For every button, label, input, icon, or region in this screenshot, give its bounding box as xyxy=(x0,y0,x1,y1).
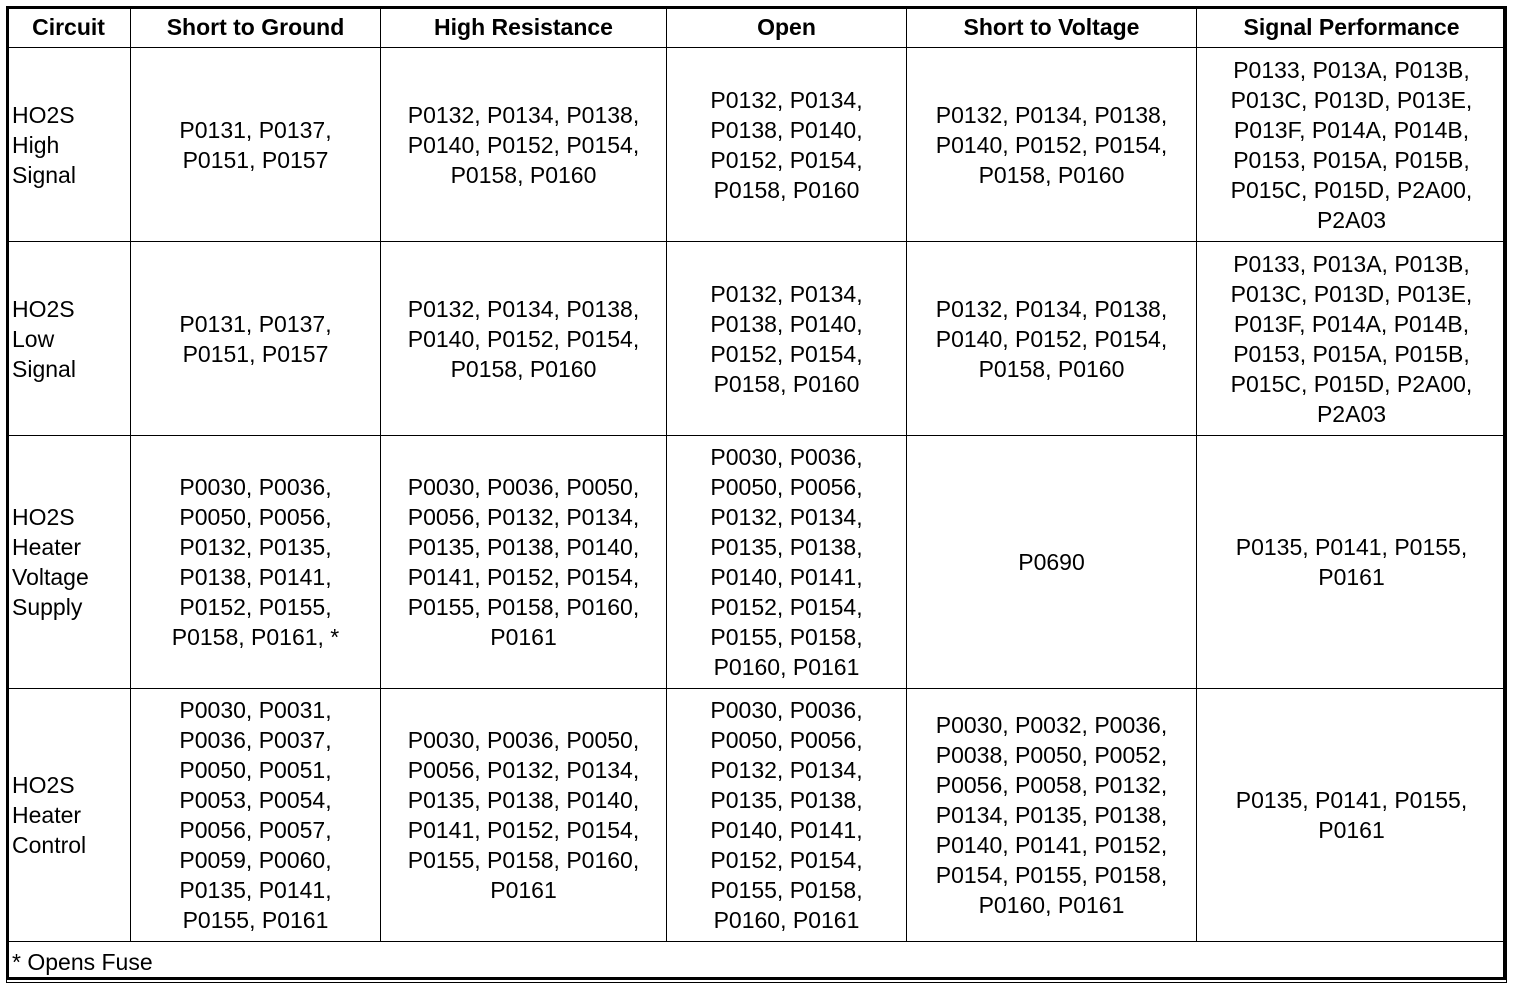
circuit-label-line: HO2S xyxy=(12,101,75,128)
circuit-label-line: Heater xyxy=(12,802,82,828)
short-to-voltage-cell: P0690 xyxy=(907,436,1197,689)
circuit-label-line: Heater xyxy=(12,534,82,560)
open-cell: P0132, P0134, P0138, P0140, P0152, P0154, P0158, P0160 xyxy=(667,48,907,242)
circuit-label-line: Voltage xyxy=(12,564,89,590)
circuit-label-line: Supply xyxy=(12,594,83,620)
short-to-voltage-cell: P0132, P0134, P0138, P0140, P0152, P0154, P0158, P0160 xyxy=(907,242,1197,436)
footnote-row xyxy=(7,942,1507,983)
signal-performance-cell: P0133, P013A, P013B, P013C, P013D, P013E, P013F, P014A, P014B, P0153, P015A, P015B, P015C, P015D, P2A00, P2A03 xyxy=(1197,48,1507,242)
short-to-voltage-cell: P0030, P0032, P0036, P0038, P0050, P0052, P0056, P0058, P0132, P0134, P0135, P0138, P0140, P0141, P0152, P0154, P0155, P0158, P0160, P0161 xyxy=(907,689,1197,942)
circuit-label-line: High xyxy=(12,131,60,158)
signal-performance-cell: P0135, P0141, P0155, P0161 xyxy=(1197,689,1507,942)
high-resistance-cell: P0030, P0036, P0050, P0056, P0132, P0134, P0135, P0138, P0140, P0141, P0152, P0154, P0155, P0158, P0160, P0161 xyxy=(381,689,667,942)
open-cell: P0030, P0036, P0050, P0056, P0132, P0134, P0135, P0138, P0140, P0141, P0152, P0154, P0155, P0158, P0160, P0161 xyxy=(667,436,907,689)
table-row xyxy=(7,242,1507,436)
short-to-ground-cell: P0131, P0137, P0151, P0157 xyxy=(131,48,381,242)
short-to-voltage-cell: P0132, P0134, P0138, P0140, P0152, P0154, P0158, P0160 xyxy=(907,48,1197,242)
circuit-label-line: Signal xyxy=(12,355,76,382)
header-high-resistance: High Resistance xyxy=(381,7,667,48)
dtc-circuit-fault-table xyxy=(6,6,1507,983)
table-row xyxy=(7,436,1507,689)
short-to-ground-cell: P0030, P0036, P0050, P0056, P0132, P0135, P0138, P0141, P0152, P0155, P0158, P0161, * xyxy=(131,436,381,689)
short-to-ground-cell: P0030, P0031, P0036, P0037, P0050, P0051, P0053, P0054, P0056, P0057, P0059, P0060, P0135, P0141, P0155, P0161 xyxy=(131,689,381,942)
header-circuit: Circuit xyxy=(7,7,131,48)
open-cell: P0030, P0036, P0050, P0056, P0132, P0134, P0135, P0138, P0140, P0141, P0152, P0154, P0155, P0158, P0160, P0161 xyxy=(667,689,907,942)
circuit-cell xyxy=(7,242,131,436)
circuit-cell xyxy=(7,48,131,242)
signal-performance-cell: P0133, P013A, P013B, P013C, P013D, P013E, P013F, P014A, P014B, P0153, P015A, P015B, P015C, P015D, P2A00, P2A03 xyxy=(1197,242,1507,436)
circuit-label-line: HO2S xyxy=(12,772,75,798)
circuit-label-line: HO2S xyxy=(12,504,75,530)
circuit-cell xyxy=(7,689,131,942)
circuit-label-line: Control xyxy=(12,832,87,858)
open-cell: P0132, P0134, P0138, P0140, P0152, P0154, P0158, P0160 xyxy=(667,242,907,436)
header-short-to-ground: Short to Ground xyxy=(131,7,381,48)
short-to-ground-cell: P0131, P0137, P0151, P0157 xyxy=(131,242,381,436)
circuit-label-line: Low xyxy=(12,325,55,352)
footnote: * Opens Fuse xyxy=(7,942,1507,983)
circuit-label-line: Signal xyxy=(12,161,76,188)
circuit-cell xyxy=(7,436,131,689)
header-open: Open xyxy=(667,7,907,48)
high-resistance-cell: P0132, P0134, P0138, P0140, P0152, P0154, P0158, P0160 xyxy=(381,48,667,242)
header-row xyxy=(7,7,1507,48)
signal-performance-cell: P0135, P0141, P0155, P0161 xyxy=(1197,436,1507,689)
circuit-label-line: HO2S xyxy=(12,295,75,322)
header-short-to-voltage: Short to Voltage xyxy=(907,7,1197,48)
high-resistance-cell: P0030, P0036, P0050, P0056, P0132, P0134, P0135, P0138, P0140, P0141, P0152, P0154, P0155, P0158, P0160, P0161 xyxy=(381,436,667,689)
table-row xyxy=(7,689,1507,942)
high-resistance-cell: P0132, P0134, P0138, P0140, P0152, P0154, P0158, P0160 xyxy=(381,242,667,436)
table-row xyxy=(7,48,1507,242)
header-signal-performance: Signal Performance xyxy=(1197,7,1507,48)
